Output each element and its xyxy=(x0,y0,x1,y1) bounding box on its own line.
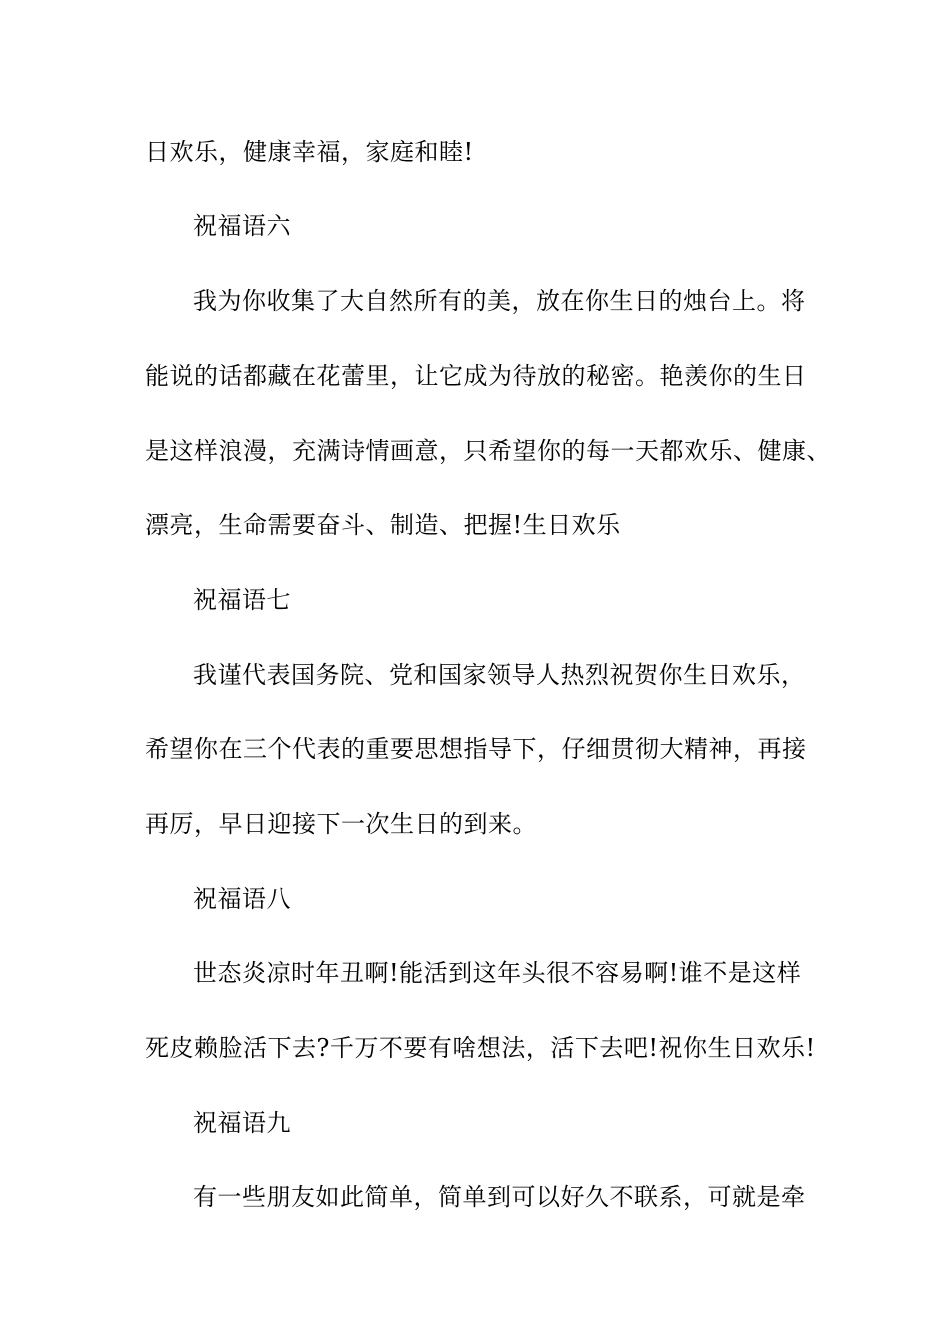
paragraph-first-line: 世态炎凉时年丑啊!能活到这年头很不容易啊!谁不是这样 xyxy=(193,959,802,987)
section-heading: 祝福语七 xyxy=(193,586,291,614)
section-heading: 祝福语八 xyxy=(193,885,291,913)
section-heading: 祝福语六 xyxy=(193,212,291,240)
text-line: 是这样浪漫，充满诗情画意，只希望你的每一天都欢乐、健康、 xyxy=(145,437,831,465)
text-line: 再厉，早日迎接下一次生日的到来。 xyxy=(145,810,537,838)
paragraph-first-line: 我为你收集了大自然所有的美，放在你生日的烛台上。将 xyxy=(193,287,806,315)
text-line: 能说的话都藏在花蕾里，让它成为待放的秘密。艳羡你的生日 xyxy=(145,362,807,390)
text-line: 死皮赖脸活下去?千万不要有啥想法，活下去吧!祝你生日欢乐! xyxy=(145,1034,816,1062)
paragraph-first-line: 有一些朋友如此简单，简单到可以好久不联系，可就是牵 xyxy=(193,1183,806,1211)
paragraph-first-line: 我谨代表国务院、党和国家领导人热烈祝贺你生日欢乐， xyxy=(193,661,806,689)
text-line: 日欢乐，健康幸福，家庭和睦! xyxy=(145,138,474,166)
section-heading: 祝福语九 xyxy=(193,1109,291,1137)
text-line: 希望你在三个代表的重要思想指导下，仔细贯彻大精神，再接 xyxy=(145,735,807,763)
text-line: 漂亮，生命需要奋斗、制造、把握!生日欢乐 xyxy=(145,511,621,539)
